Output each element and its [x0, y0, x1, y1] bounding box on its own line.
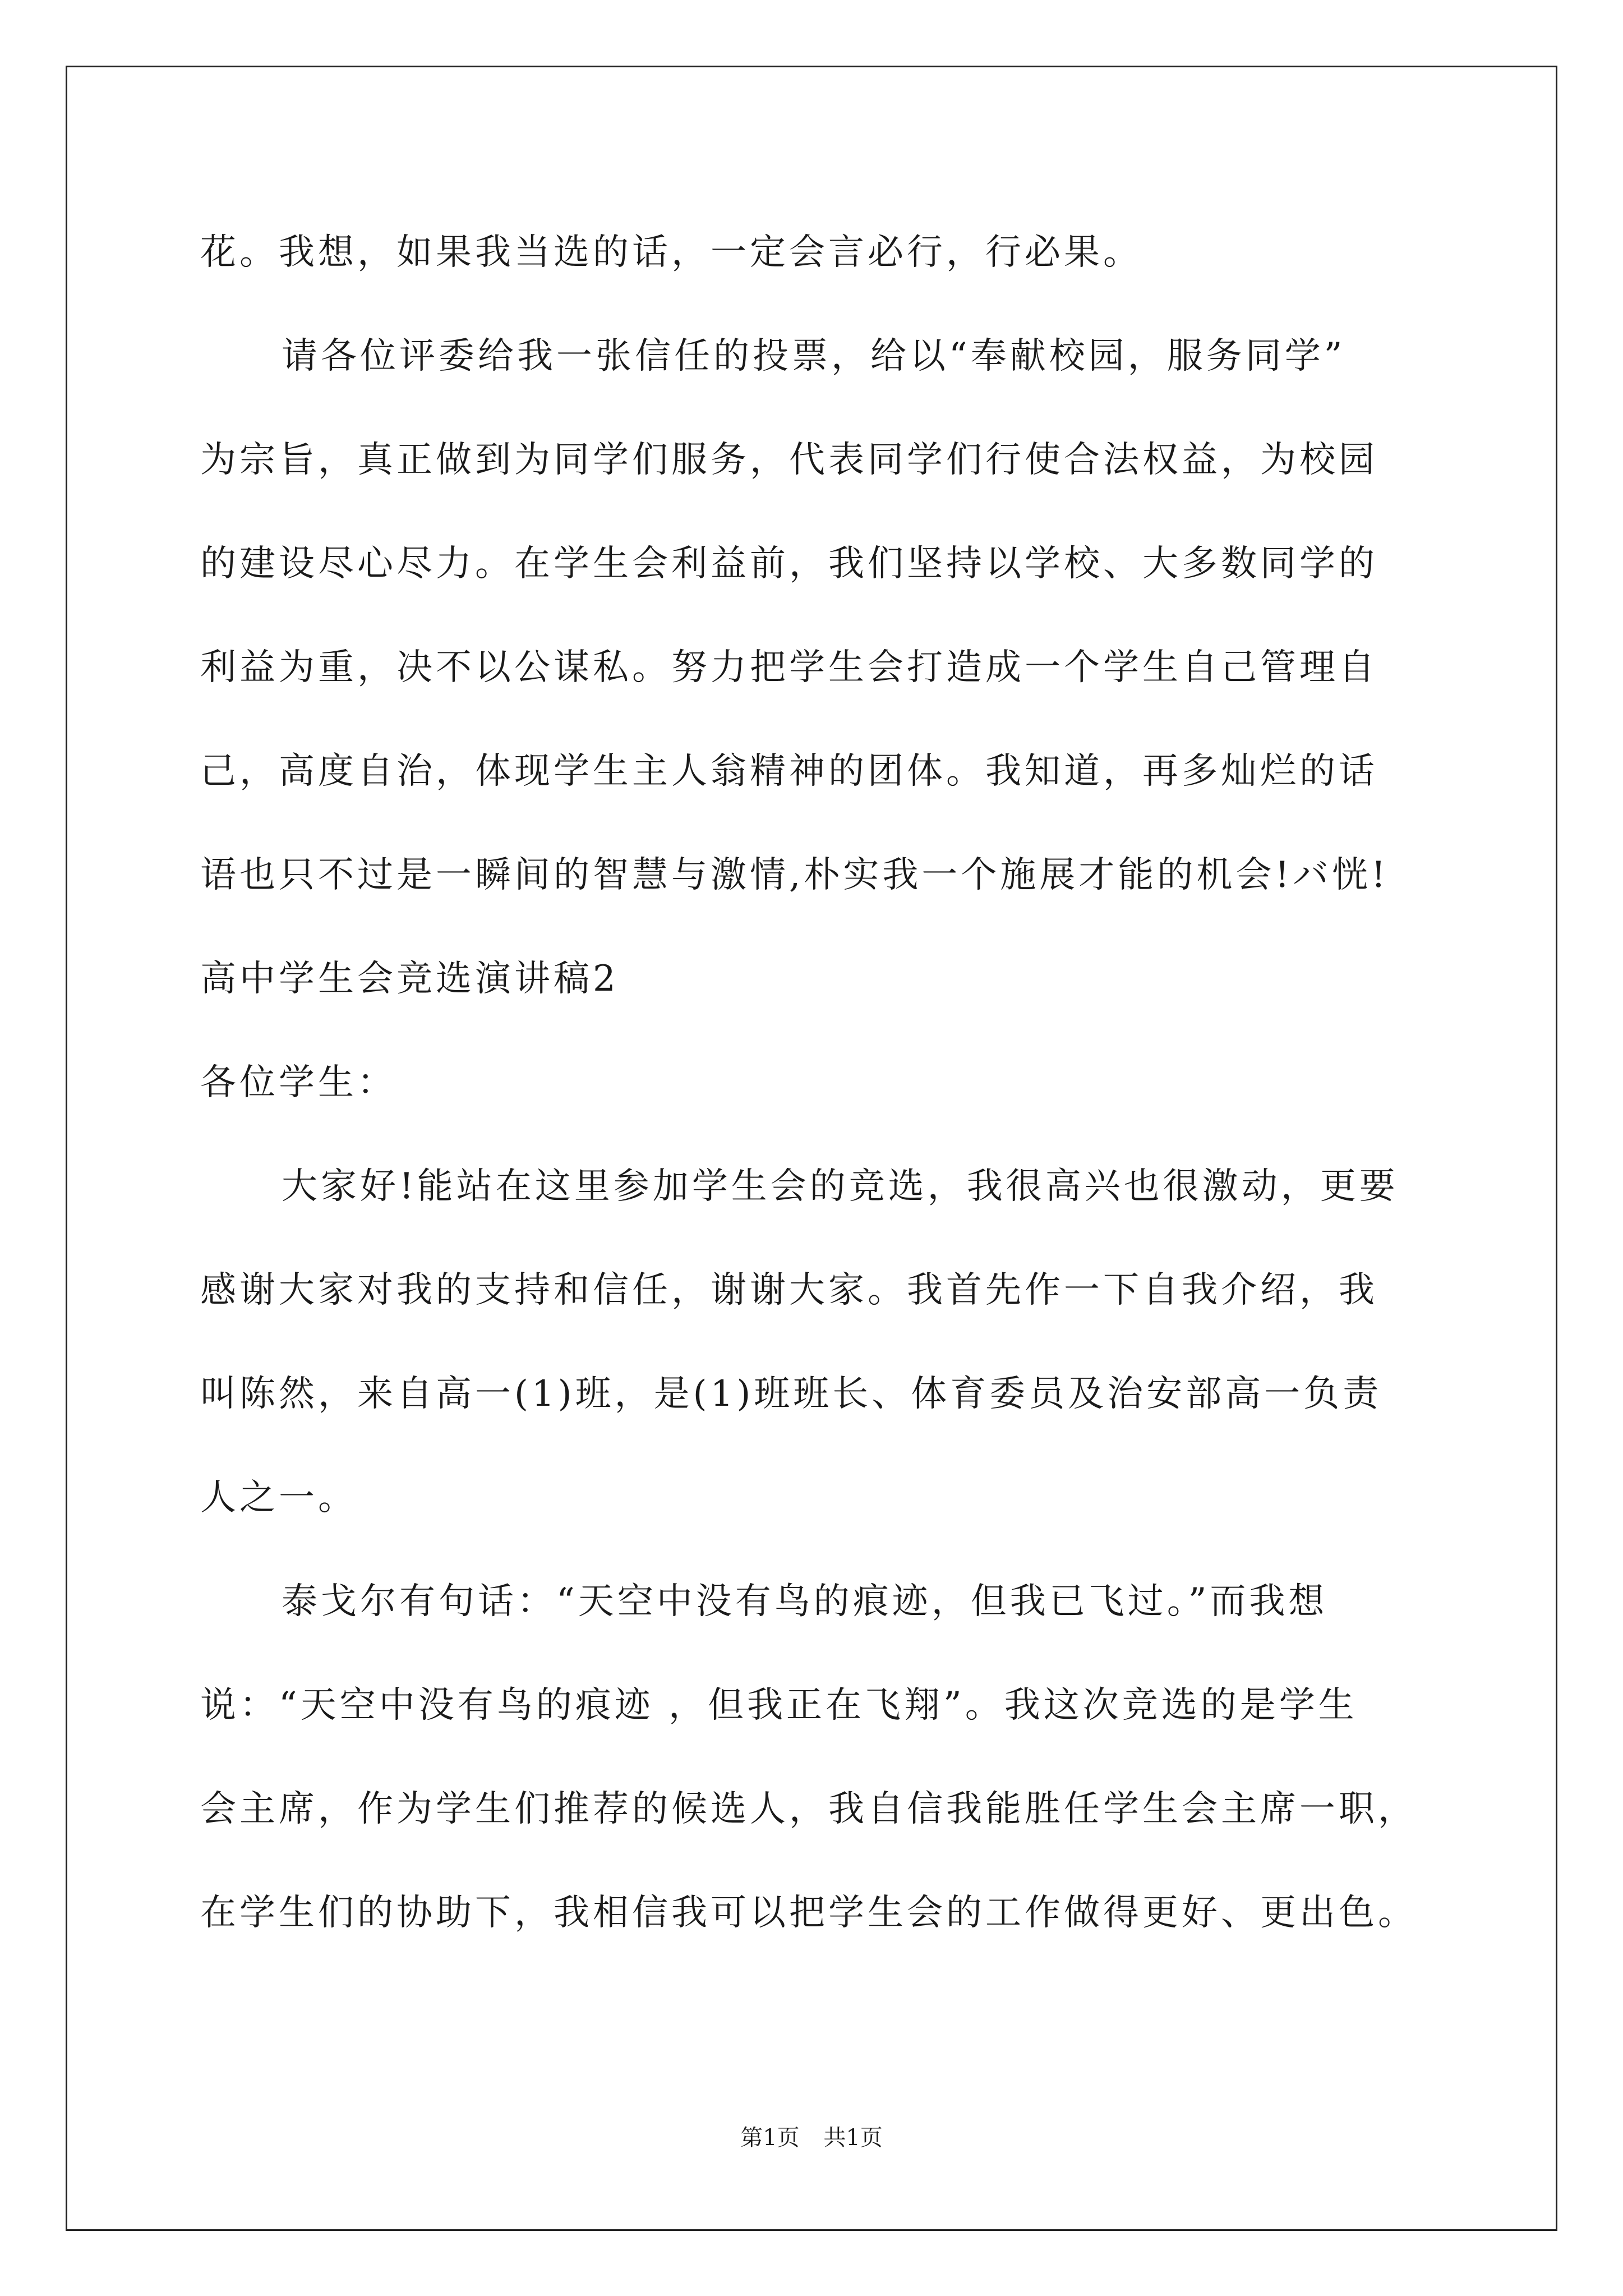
paragraph-line: 在学生们的协助下，我相信我可以把学生会的工作做得更好、更出色。 [200, 1892, 1417, 1934]
paragraph-line: 语也只不过是一瞬间的智慧与激情,朴实我一个施展才能的机会!バ恍! [200, 854, 1389, 896]
section-heading: 高中学生会竞选演讲稿2 [200, 958, 619, 1000]
paragraph-line: 的建设尽心尽力。在学生会利益前，我们坚持以学校、大多数同学的 [200, 543, 1378, 585]
paragraph-line: 花。我想，如果我当选的话，一定会言必行，行必果。 [200, 232, 1142, 273]
paragraph-line: 大家好!能站在这里参加学生会的竞选，我很高兴也很激动，更要 [282, 1166, 1399, 1207]
paragraph-line: 己，高度自治，体现学生主人翁精神的团体。我知道，再多灿烂的话 [200, 751, 1378, 792]
paragraph-line: 利益为重，决不以公谋私。努力把学生会打造成一个学生自己管理自 [200, 647, 1378, 688]
paragraph-line: 泰戈尔有句话：“天空中没有鸟的痕迹，但我已飞过。”而我想 [282, 1581, 1328, 1622]
paragraph-line: 叫陈然，来自高一(1)班，是(1)班班长、体育委员及治安部高一负责 [200, 1373, 1382, 1415]
paragraph-line: 为宗旨，真正做到为同学们服务，代表同学们行使合法权益，为校园 [200, 439, 1378, 481]
paragraph-line: 人之一。 [200, 1477, 357, 1519]
salutation: 各位学生： [200, 1062, 396, 1103]
paragraph-line: 请各位评委给我一张信任的投票，给以“奉献校园，服务同学” [282, 335, 1346, 377]
paragraph-line: 会主席，作为学生们推荐的候选人，我自信我能胜任学生会主席一职， [200, 1788, 1417, 1830]
paragraph-line: 说：“天空中没有鸟的痕迹 ，但我正在飞翔”。我这次竞选的是学生 [200, 1685, 1358, 1726]
page-number-footer: 第1页 共1页 [740, 2125, 883, 2151]
paragraph-line: 感谢大家对我的支持和信任，谢谢大家。我首先作一下自我介绍，我 [200, 1269, 1378, 1311]
